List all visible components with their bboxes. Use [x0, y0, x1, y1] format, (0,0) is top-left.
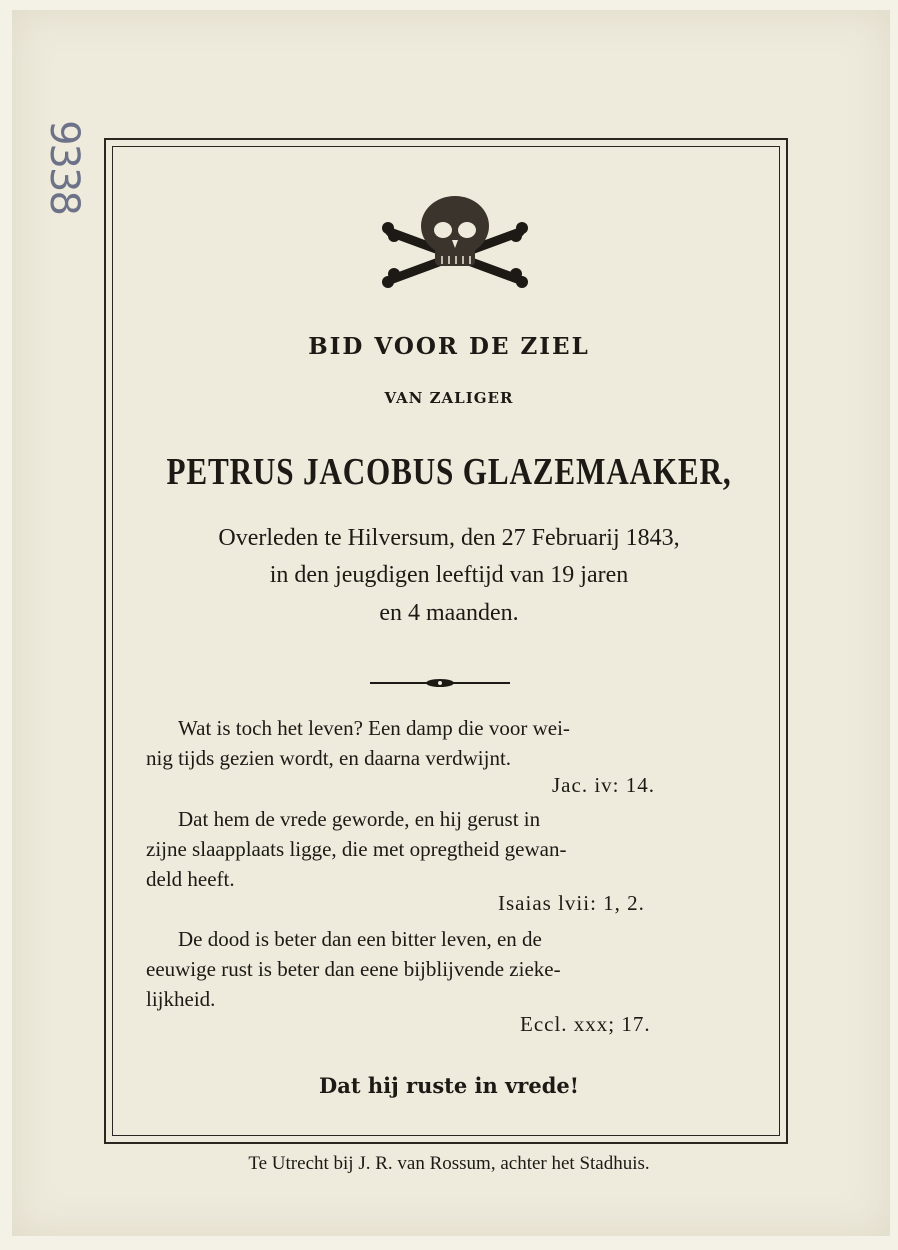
- verse-1-line-2: nig tijds gezien wordt, en daarna verdwijnt.: [146, 746, 512, 770]
- verse-2-line-3: deld heeft.: [146, 867, 235, 891]
- verse-3: [146, 924, 752, 1014]
- verse-2-line-2: zijne slaapplaats ligge, die met opregtheid gewan-: [146, 837, 567, 861]
- verse-2: [146, 804, 752, 894]
- handwritten-inventory-number: 9338: [41, 120, 87, 214]
- verse-2-reference: Isaias lvii: 1, 2.: [498, 891, 645, 915]
- death-place-date: Overleden te Hilversum, den 27 Februarij 1843,: [218, 525, 680, 551]
- skull-crossbones-icon: [380, 192, 530, 292]
- ornament-divider: [370, 676, 510, 690]
- heading: BID VOOR DE ZIEL: [308, 333, 590, 360]
- printer-imprint: Te Utrecht bij J. R. van Rossum, achter het Stadhuis.: [248, 1153, 650, 1174]
- verse-3-line-3: lijkheid.: [146, 987, 216, 1011]
- deceased-name: PETRUS JACOBUS GLAZEMAAKER,: [166, 451, 732, 493]
- verse-1-line-1: Wat is toch het leven? Een damp die voor wei-: [178, 716, 570, 740]
- verse-2-line-1: Dat hem de vrede geworde, en hij gerust in: [178, 807, 541, 831]
- verse-3-line-1: De dood is beter dan een bitter leven, en de: [178, 927, 542, 951]
- subheading: VAN ZALIGER: [384, 389, 514, 407]
- age-months-line: en 4 maanden.: [379, 600, 519, 626]
- age-line: in den jeugdigen leeftijd van 19 jaren: [269, 562, 629, 588]
- closing-prayer: Dat hij ruste in vrede!: [319, 1073, 579, 1098]
- verse-1: [146, 713, 752, 773]
- verse-1-reference: Jac. iv: 14.: [552, 773, 655, 797]
- verse-3-reference: Eccl. xxx; 17.: [520, 1012, 651, 1036]
- verse-3-line-2: eeuwige rust is beter dan eene bijblijvende zieke-: [146, 957, 561, 981]
